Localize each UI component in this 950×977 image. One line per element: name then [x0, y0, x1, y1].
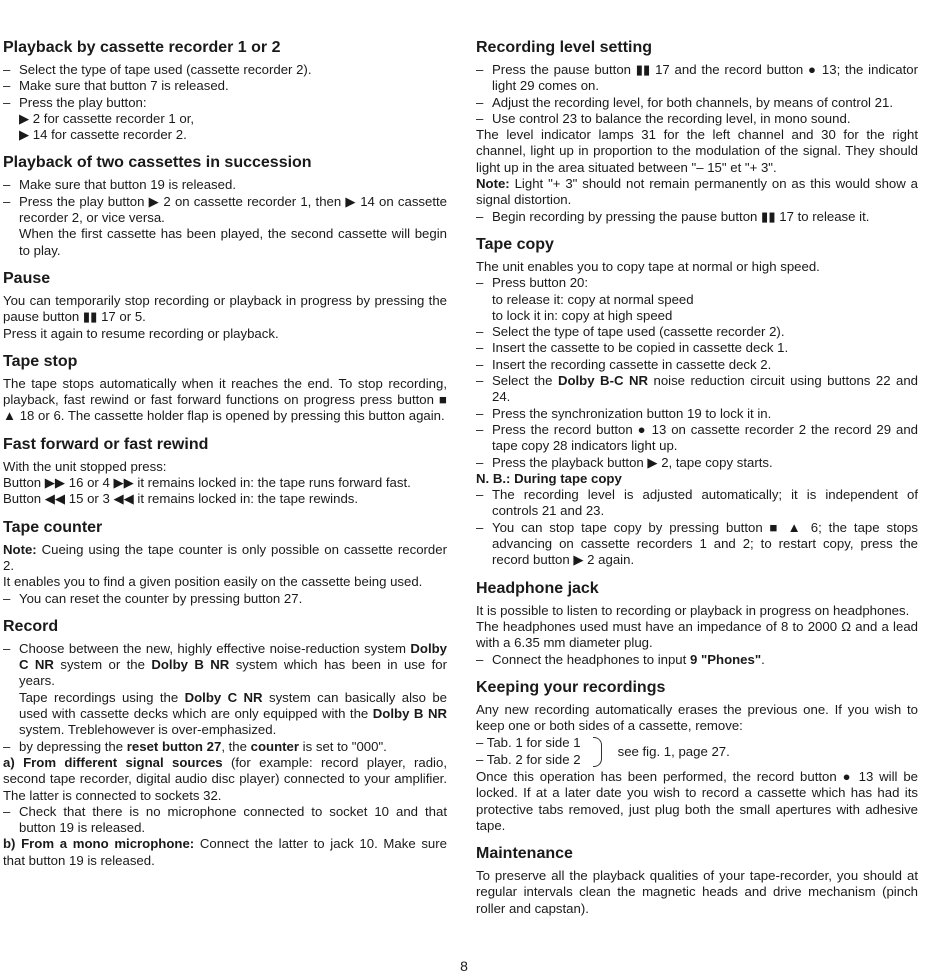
text-run: system can basically also be used with cassette decks which are only equipped with the	[19, 689, 448, 722]
paragraph: It enables you to find a given position easily on the cassette being used.	[3, 574, 423, 590]
heading-maintenance: Maintenance	[476, 845, 573, 863]
list-item: – Press the playback button ▶ 2, tape copy starts.	[476, 455, 918, 471]
text-run: , the	[221, 738, 251, 754]
paragraph: The headphones used must have an impedance of 8 to 2000 Ω and a lead with a 6.35 mm diameter plug.	[476, 618, 918, 651]
note-label: Note:	[476, 176, 510, 192]
list-item: – Press the synchronization button 19 to lock it in.	[476, 406, 918, 422]
note-text: Cueing using the tape counter is only possible on cassette recorder 2.	[3, 541, 447, 573]
paragraph: The unit enables you to copy tape at normal or high speed.	[476, 258, 820, 274]
list-item: – Press the record button ● 13 on cassette recorder 2 the record 29 and tape copy 28 indicators light up.	[476, 422, 918, 455]
text-run: is set to "000".	[299, 738, 387, 754]
heading-pause: Pause	[3, 269, 51, 287]
list-item: – Insert the recording cassette in cassette deck 2.	[476, 357, 918, 373]
heading-keeping: Keeping your recordings	[476, 678, 666, 696]
sub-item	[3, 690, 447, 739]
paragraph: The tape stops automatically when it reaches the end. To stop recording, playback, fast rewind or fast forward functions on progress press button ■ ▲ 18 or 6. The cassette holder flap is opened by pressing this button again.	[3, 375, 447, 424]
list-item	[476, 373, 918, 406]
dolby-c-label: Dolby C NR	[19, 640, 447, 673]
heading-tape-counter: Tape counter	[3, 518, 103, 536]
section-pause	[3, 269, 447, 342]
section-maintenance	[476, 844, 918, 917]
list-item: – Press button 20:	[476, 275, 918, 291]
paragraph: The level indicator lamps 31 for the left channel and 30 for the right channel, light up in proportion to the modulation of the signal. They should light up in the area situated between "– 15" et "+ 3".	[476, 127, 918, 175]
note-paragraph	[476, 176, 918, 209]
tab-line: – Tab. 1 for side 1	[476, 735, 581, 751]
section-fast-forward	[3, 435, 447, 508]
heading-fast-forward: Fast forward or fast rewind	[3, 435, 209, 453]
heading-tape-copy: Tape copy	[476, 235, 554, 253]
dolby-bc-label: Dolby B-C NR	[557, 373, 649, 389]
heading-headphone: Headphone jack	[476, 579, 599, 597]
text-run: Connect the headphones to input	[492, 651, 690, 667]
sub-item: When the first cassette has been played, the second cassette will begin to play.	[19, 226, 447, 258]
list-item: – Select the type of tape used (cassette recorder 2).	[476, 324, 918, 340]
sub-item: to lock it in: copy at high speed	[492, 307, 673, 323]
paragraph: Press it again to resume recording or playback.	[3, 325, 279, 341]
counter-label: counter	[250, 738, 299, 754]
paragraph	[3, 836, 447, 869]
text-run: (for example: record player, radio, second tape recorder, digital audio disc player) connected to your amplifier. The latter is connected to sockets 32.	[3, 754, 447, 803]
subhead-label: a) From different signal sources	[3, 754, 223, 770]
note-text: Light "+ 3" should not remain permanently on as this would show a signal distortion.	[476, 176, 918, 208]
dolby-b-label: Dolby B NR	[151, 657, 230, 673]
text-run: noise reduction circuit using buttons 22 and 24.	[492, 373, 919, 405]
dolby-b-label: Dolby B NR	[372, 706, 447, 722]
dolby-c-label: Dolby C NR	[184, 689, 263, 705]
paragraph: Button ▶▶ 16 or 4 ▶▶ it remains locked in: the tape runs forward fast.	[3, 475, 411, 491]
text-run: Tape recordings using the	[19, 689, 185, 705]
figure-reference: see fig. 1, page 27.	[617, 743, 730, 759]
list-item: – Press the play button:	[3, 95, 447, 111]
list-item: – Check that there is no microphone connected to socket 10 and that button 19 is released.	[3, 804, 447, 837]
list-item	[3, 739, 447, 755]
list-item: – Use control 23 to balance the recording level, in mono sound.	[476, 111, 918, 127]
text-run: Select the	[492, 373, 558, 389]
tab-line: – Tab. 2 for side 2	[476, 751, 581, 767]
paragraph: Any new recording automatically erases the previous one. If you wish to keep one or both sides of a cassette, remove:	[476, 701, 918, 734]
paragraph	[3, 755, 447, 804]
heading-recording-level: Recording level setting	[476, 39, 653, 56]
sub-item: ▶ 14 for cassette recorder 2.	[19, 127, 187, 143]
text-run: by depressing the	[19, 738, 127, 754]
left-column	[3, 38, 447, 879]
page-number: 8	[460, 958, 468, 974]
list-item	[476, 652, 918, 668]
paragraph: It is possible to listen to recording or playback in progress on headphones.	[476, 602, 910, 618]
sub-item: ▶ 2 for cassette recorder 1 or,	[19, 110, 195, 126]
section-record	[3, 617, 447, 869]
section-keeping	[476, 678, 918, 834]
section-playback-succession	[3, 153, 447, 258]
list-item: – The recording level is adjusted automatically; it is independent of controls 21 and 23.	[476, 487, 918, 520]
section-headphone	[476, 579, 918, 668]
text-run: Choose between the new, highly effective noise-reduction system	[19, 640, 411, 656]
list-item: – Begin recording by pressing the pause button ▮▮ 17 to release it.	[476, 209, 918, 225]
list-item: – Insert the cassette to be copied in cassette deck 1.	[476, 340, 918, 356]
paragraph: Button ◀◀ 15 or 3 ◀◀ it remains locked in: the tape rewinds.	[3, 491, 359, 507]
section-tape-stop	[3, 352, 447, 425]
text-run: system. Treblehowever is over-emphasized.	[19, 722, 277, 738]
sub-item: to release it: copy at normal speed	[492, 291, 694, 307]
list-item: – Press the pause button ▮▮ 17 and the record button ● 13; the indicator light 29 comes on.	[476, 62, 918, 95]
text-run: system or the	[53, 657, 152, 673]
text-run: system which has been in use for years.	[19, 657, 447, 689]
text-run: Connect the latter to jack 10. Make sure that button 19 is released.	[3, 836, 447, 868]
section-tape-copy	[476, 235, 918, 569]
section-recording-level	[476, 38, 918, 225]
paragraph: Once this operation has been performed, the record button ● 13 will be locked. If at a later date you wish to record a cassette which has had its protective tabs removed, just plug both the small apertures with adhesive tape.	[476, 768, 918, 833]
list-item: – Select the type of tape used (cassette recorder 2).	[3, 62, 447, 78]
list-item: – You can stop tape copy by pressing button ■ ▲ 6; the tape stops advancing on cassette recorders 1 and 2; to restart copy, press the record button ▶ 2 again.	[476, 520, 918, 569]
list-item: – You can reset the counter by pressing button 27.	[3, 591, 447, 607]
right-column	[476, 38, 918, 927]
heading-tape-stop: Tape stop	[3, 352, 78, 370]
subhead-label: b) From a mono microphone:	[3, 836, 195, 852]
list-item: – Press the play button ▶ 2 on cassette recorder 1, then ▶ 14 on cassette recorder 2, or vice versa.	[3, 194, 447, 227]
paragraph: With the unit stopped press:	[3, 458, 167, 474]
tabs-block	[476, 735, 918, 768]
list-item: – Make sure that button 19 is released.	[3, 177, 447, 193]
heading-playback-single: Playback by cassette recorder 1 or 2	[3, 39, 281, 56]
heading-record: Record	[3, 617, 59, 635]
list-item	[3, 641, 447, 690]
nb-heading: N. B.: During tape copy	[476, 470, 622, 486]
heading-playback-succession: Playback of two cassettes in succession	[3, 154, 312, 172]
section-playback-single	[3, 38, 447, 143]
note-label: Note:	[3, 541, 37, 557]
list-item: – Adjust the recording level, for both channels, by means of control 21.	[476, 95, 918, 111]
paragraph: You can temporarily stop recording or playback in progress by pressing the pause button ▮▮ 17 or 5.	[3, 292, 447, 325]
paragraph: To preserve all the playback qualities of your tape-recorder, you should at regular intervals clean the magnetic heads and drive mechanism (pinch roller and capstan).	[476, 868, 918, 916]
reset-label: reset button 27	[126, 738, 222, 754]
list-item: – Make sure that button 7 is released.	[3, 78, 447, 94]
brace-icon	[593, 737, 602, 767]
note-paragraph	[3, 542, 447, 575]
text-run: .	[761, 651, 765, 667]
section-tape-counter	[3, 518, 447, 607]
phones-label: 9 "Phones"	[689, 651, 762, 667]
tabs-lines	[476, 735, 581, 768]
